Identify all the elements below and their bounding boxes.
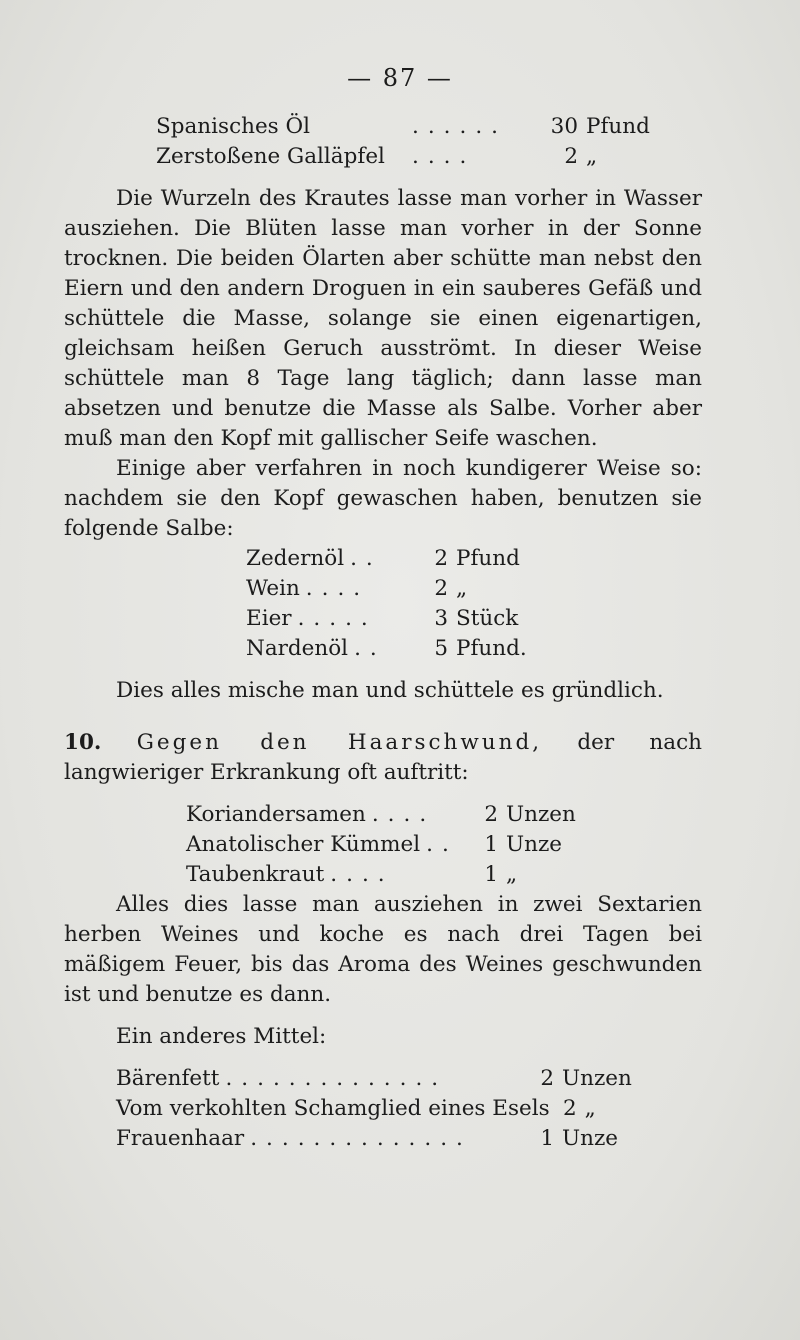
ingredient-table-2 [246,544,526,664]
table-row [186,800,586,830]
ingredient-amount: 1 [484,862,498,887]
ingredient-unit: Pfund [586,114,650,139]
ingredient-amount: 30 [550,114,578,139]
paragraph-4: Alles dies lasse man ausziehen in zwei Sextarien herben Weines und koche es nach drei Tagen bei mäßigem Feuer, bis das Aroma des Weines geschwunden ist und benutze es dann. [64,892,702,1007]
table-row [156,112,686,142]
ingredient-amount: 2 [564,144,578,169]
ingredient-name: Koriandersamen [186,802,366,827]
ingredient-amount: 2 [434,576,448,601]
ingredient-amount: 5 [434,636,448,661]
ingredient-name: Zedernöl [246,546,345,571]
paragraph-5: Ein anderes Mittel: [116,1024,327,1049]
ingredient-table-3 [186,800,586,890]
dot-leader: .... [412,144,476,169]
dot-leader: .............. [225,1066,448,1091]
ingredient-name: Eier [246,606,292,631]
dot-leader: ..... [297,606,377,631]
ingredient-unit: „ [584,1096,596,1121]
ingredient-name: Vom verkohlten Schamglied eines Esels [116,1096,550,1121]
table-row [246,544,526,574]
ingredient-amount: 1 [484,832,498,857]
dot-leader: .............. [250,1126,472,1151]
ingredient-unit: „ [506,862,518,887]
table-row [186,830,586,860]
paragraph-2: Einige aber verfahren in noch kundigerer Weise so: nachdem sie den Kopf gewaschen haben, benutzen sie folgende Salbe: [64,456,702,541]
ingredient-amount: 2 [562,1096,577,1121]
ingredient-unit: Unze [562,1126,619,1151]
table-row [116,1124,652,1154]
ingredient-amount: 2 [540,1066,554,1091]
ingredient-name: Nardenöl [246,636,349,661]
ingredient-unit: Unzen [562,1066,632,1091]
dot-leader: .... [330,862,394,887]
ingredient-name: Wein [246,576,300,601]
section-title: Gegen den Haarschwund, [136,730,543,755]
table-row [116,1094,652,1124]
dot-leader: .... [371,802,436,827]
section-10-heading [64,728,702,788]
paragraph-1: Die Wurzeln des Krautes lasse man vorher in Wasser ausziehen. Die Blüten lasse man vorher in der Sonne trocknen. Die beiden Ölarten aber schütte man nebst den Eiern und den andern Droguen in ein sauberes Gefäß und schüttele die Masse, solange sie einen eigenartigen, gleichsam heißen Geruch ausströmt. In dieser Weise schüttele man 8 Tage lang täglich; dann lasse man absetzen und benutze die Masse als Salbe. Vorher aber muß man den Kopf mit gallischer Seife waschen. [64,186,702,451]
ingredient-amount: 1 [540,1126,554,1151]
dot-leader: .. [354,636,386,661]
dot-leader: .. [426,832,458,857]
table-row [246,604,526,634]
ingredient-name: Zerstoßene Galläpfel [156,144,385,169]
table-row [246,574,526,604]
section-title-rest: der nach langwieriger Erkrankung oft auftritt: [64,730,702,785]
ingredient-unit: Pfund. [456,636,527,661]
page-number: — 87 — [347,64,453,92]
ingredient-name: Frauenhaar [116,1126,245,1151]
table-row [116,1064,652,1094]
table-row [156,142,686,172]
table-row [246,634,526,664]
ingredient-table-4 [116,1064,652,1154]
ingredient-unit: „ [456,576,468,601]
ingredient-amount: 3 [434,606,448,631]
ingredient-name: Spanisches Öl [156,114,311,139]
ingredient-amount: 2 [484,802,498,827]
ingredient-unit: Stück [456,606,519,631]
ingredient-name: Bärenfett [116,1066,220,1091]
dot-leader: .... [305,576,370,601]
ingredient-unit: „ [586,144,598,169]
paragraph-3: Dies alles mische man und schüttele es gründlich. [116,678,664,703]
ingredient-table-1 [156,112,686,172]
dot-leader: ...... [412,114,508,139]
ingredient-name: Taubenkraut [186,862,325,887]
section-number: 10. [64,730,102,755]
dot-leader: .. [350,546,382,571]
ingredient-unit: Unze [506,832,563,857]
ingredient-unit: Unzen [506,802,576,827]
ingredient-name: Anatolischer Kümmel [186,832,421,857]
page-content [64,112,702,1154]
ingredient-amount: 2 [434,546,448,571]
table-row [186,860,586,890]
ingredient-unit: Pfund [456,546,520,571]
